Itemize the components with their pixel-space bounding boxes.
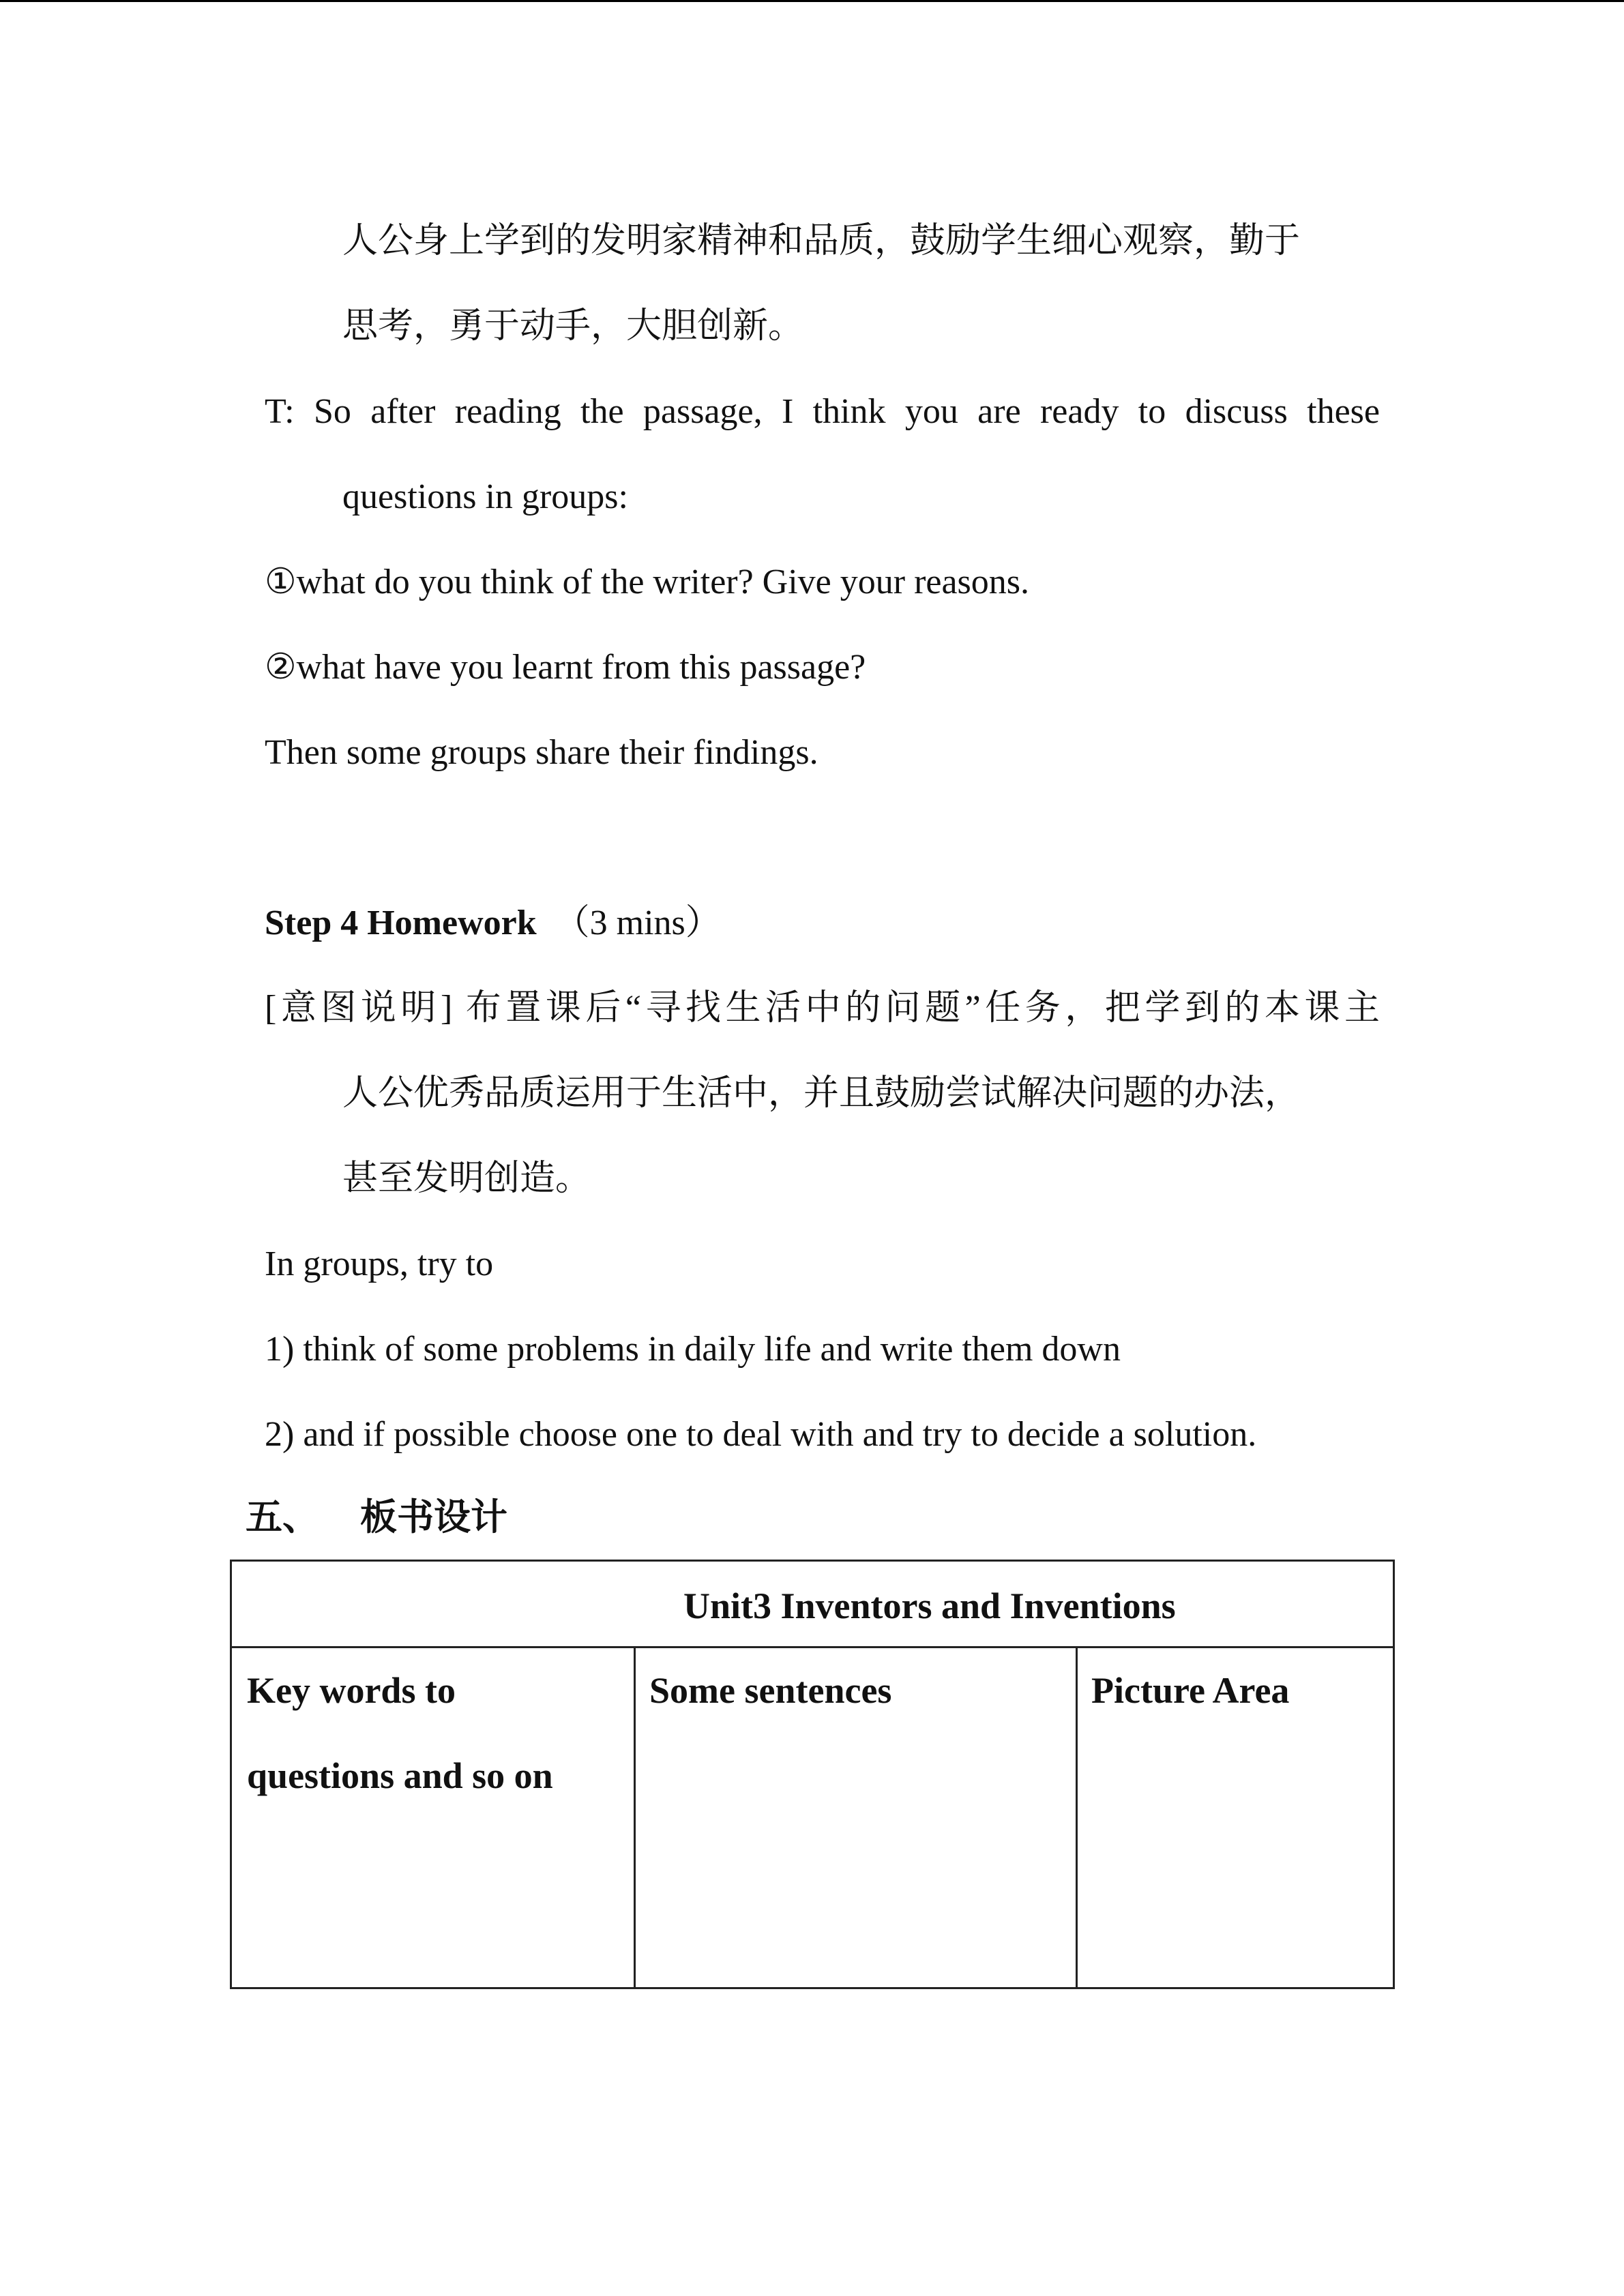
discussion-question-2: ②what have you learnt from this passage? xyxy=(265,648,866,687)
homework-item-1: 1) think of some problems in daily life and write them down xyxy=(265,1330,1121,1369)
section5-title: 板书设计 xyxy=(360,1495,507,1538)
homework-item-2: 2) and if possible choose one to deal with and try to decide a solution. xyxy=(265,1415,1257,1454)
step4-duration: （3 mins） xyxy=(554,904,721,942)
picture-area-cell: Picture Area xyxy=(1091,1670,1290,1711)
column-divider-2 xyxy=(1076,1648,1078,1987)
homework-intro: In groups, try to xyxy=(265,1244,494,1283)
intent-note-line-3: 甚至发明创造。 xyxy=(342,1159,591,1198)
teacher-prompt-line-1: T: So after reading the passage, I think you are ready to discuss these xyxy=(265,392,1380,431)
column-divider-1 xyxy=(634,1648,636,1987)
teacher-prompt-line-2: questions in groups: xyxy=(342,477,628,516)
step4-title: Step 4 Homework xyxy=(265,904,537,942)
some-sentences-cell: Some sentences xyxy=(649,1670,892,1711)
key-words-line-2: questions and so on xyxy=(247,1755,553,1796)
blackboard-design-table xyxy=(230,1560,1395,1989)
section5-number: 五、 xyxy=(246,1495,319,1538)
share-findings-line: Then some groups share their findings. xyxy=(265,733,818,772)
board-title-row xyxy=(232,1562,1393,1648)
key-words-cell xyxy=(247,1648,553,1819)
key-words-line-1: Key words to xyxy=(247,1670,456,1711)
intent-continuation-line-2: 思考，勇于动手，大胆创新。 xyxy=(342,307,804,346)
step4-heading xyxy=(265,906,721,941)
intent-note-line-1: [意图说明] 布置课后“寻找生活中的问题”任务，把学到的本课主 xyxy=(265,989,1380,1028)
intent-continuation-line-1: 人公身上学到的发明家精神和品质，鼓励学生细心观察，勤于 xyxy=(342,222,1301,260)
intent-note-line-2: 人公优秀品质运用于生活中，并且鼓励尝试解决问题的办法， xyxy=(342,1074,1301,1113)
board-title: Unit3 Inventors and Inventions xyxy=(683,1585,1176,1626)
section5-heading xyxy=(246,1495,507,1538)
discussion-question-1: ①what do you think of the writer? Give your reasons. xyxy=(265,563,1030,601)
